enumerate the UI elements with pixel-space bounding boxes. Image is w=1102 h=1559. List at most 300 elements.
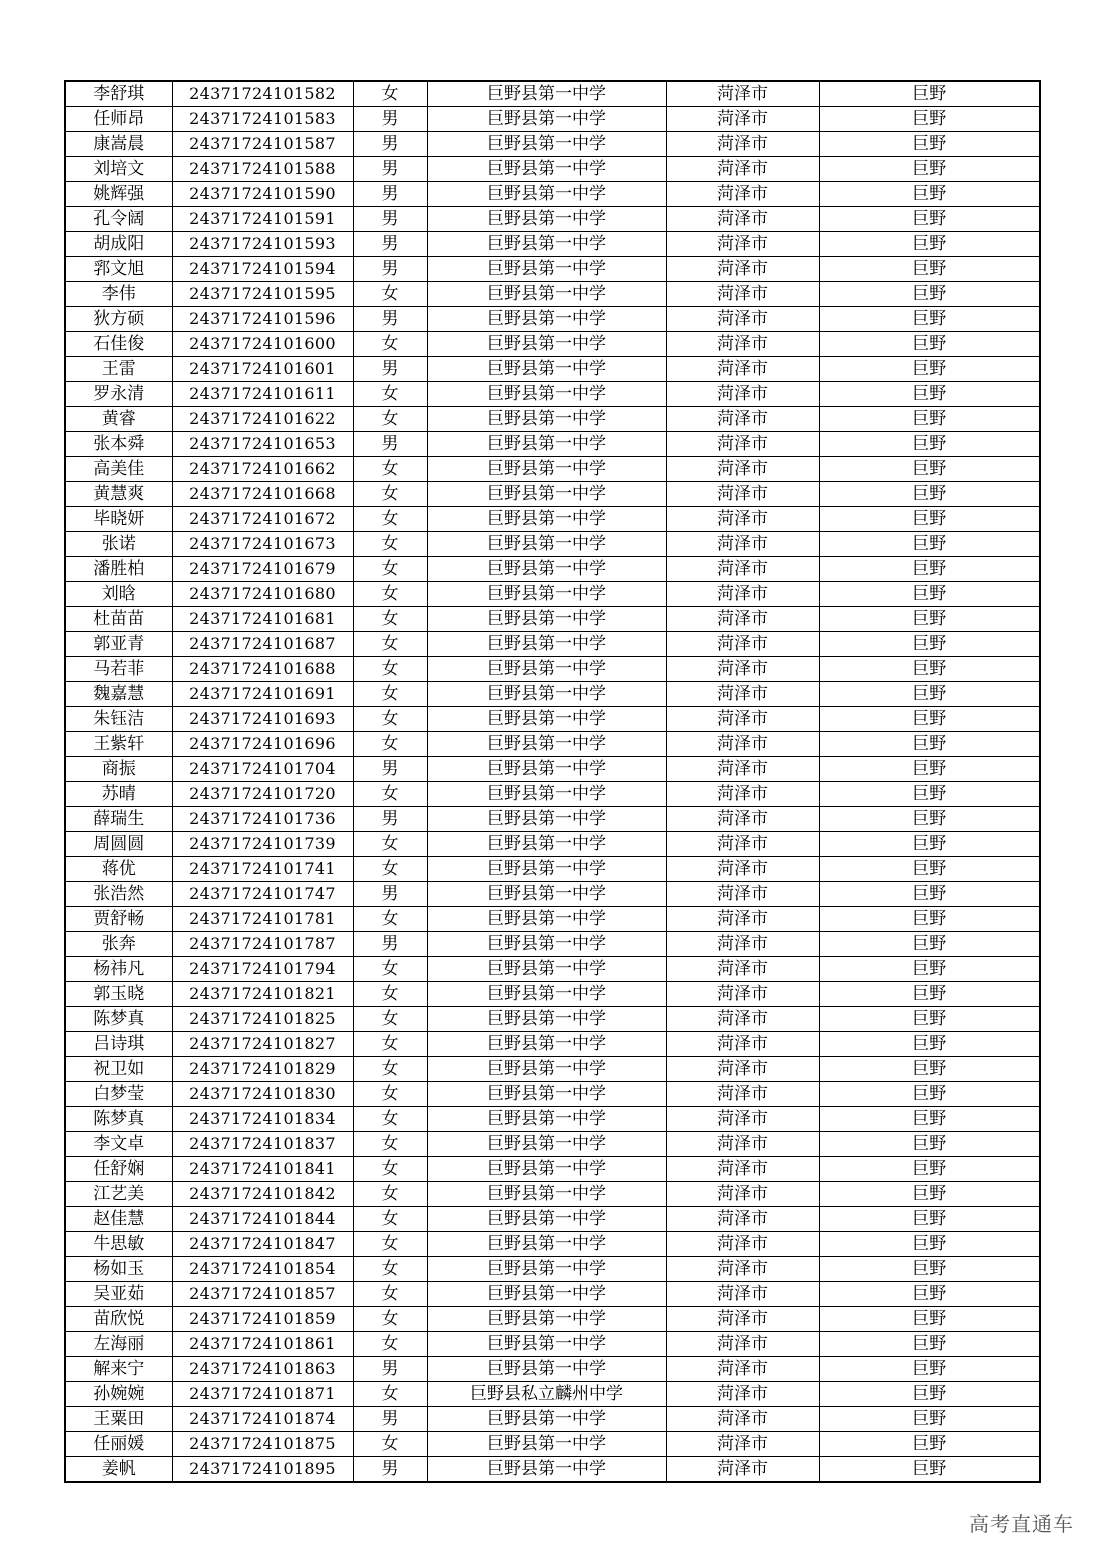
table-row [65, 157, 1040, 182]
exam-number-cell: 24371724101653 [172, 432, 353, 457]
school-name-cell: 巨野县第一中学 [427, 832, 666, 857]
student-name-cell: 杜苗苗 [65, 607, 172, 632]
student-name-cell: 罗永清 [65, 382, 172, 407]
exam-number-cell: 24371724101861 [172, 1332, 353, 1357]
school-name-cell: 巨野县第一中学 [427, 1332, 666, 1357]
student-name-cell: 杨如玉 [65, 1257, 172, 1282]
table-row [65, 1432, 1040, 1457]
city-cell: 菏泽市 [666, 1282, 819, 1307]
city-cell: 菏泽市 [666, 1457, 819, 1483]
school-name-cell: 巨野县第一中学 [427, 81, 666, 107]
county-cell: 巨野 [819, 932, 1040, 957]
school-name-cell: 巨野县第一中学 [427, 382, 666, 407]
table-row [65, 257, 1040, 282]
gender-cell: 男 [353, 882, 427, 907]
table-row [65, 1257, 1040, 1282]
table-row [65, 1107, 1040, 1132]
exam-number-cell: 24371724101781 [172, 907, 353, 932]
table-row [65, 832, 1040, 857]
gender-cell: 女 [353, 857, 427, 882]
county-cell: 巨野 [819, 532, 1040, 557]
county-cell: 巨野 [819, 307, 1040, 332]
gender-cell: 女 [353, 907, 427, 932]
city-cell: 菏泽市 [666, 957, 819, 982]
gender-cell: 女 [353, 682, 427, 707]
county-cell: 巨野 [819, 182, 1040, 207]
city-cell: 菏泽市 [666, 607, 819, 632]
county-cell: 巨野 [819, 482, 1040, 507]
student-name-cell: 张诺 [65, 532, 172, 557]
school-name-cell: 巨野县第一中学 [427, 482, 666, 507]
student-name-cell: 解来宁 [65, 1357, 172, 1382]
school-name-cell: 巨野县第一中学 [427, 1082, 666, 1107]
county-cell: 巨野 [819, 1207, 1040, 1232]
exam-number-cell: 24371724101680 [172, 582, 353, 607]
city-cell: 菏泽市 [666, 357, 819, 382]
exam-number-cell: 24371724101841 [172, 1157, 353, 1182]
exam-number-cell: 24371724101857 [172, 1282, 353, 1307]
student-name-cell: 黄睿 [65, 407, 172, 432]
exam-number-cell: 24371724101720 [172, 782, 353, 807]
exam-number-cell: 24371724101871 [172, 1382, 353, 1407]
gender-cell: 女 [353, 732, 427, 757]
gender-cell: 男 [353, 307, 427, 332]
school-name-cell: 巨野县第一中学 [427, 132, 666, 157]
student-name-cell: 李文卓 [65, 1132, 172, 1157]
gender-cell: 男 [353, 357, 427, 382]
table-row [65, 1007, 1040, 1032]
county-cell: 巨野 [819, 1407, 1040, 1432]
table-row [65, 582, 1040, 607]
student-name-cell: 苏晴 [65, 782, 172, 807]
exam-number-cell: 24371724101681 [172, 607, 353, 632]
county-cell: 巨野 [819, 632, 1040, 657]
table-row [65, 1307, 1040, 1332]
city-cell: 菏泽市 [666, 707, 819, 732]
table-row [65, 81, 1040, 107]
county-cell: 巨野 [819, 1307, 1040, 1332]
gender-cell: 女 [353, 1257, 427, 1282]
city-cell: 菏泽市 [666, 882, 819, 907]
county-cell: 巨野 [819, 1457, 1040, 1483]
gender-cell: 女 [353, 832, 427, 857]
table-row [65, 907, 1040, 932]
table-row [65, 657, 1040, 682]
table-row [65, 982, 1040, 1007]
county-cell: 巨野 [819, 1082, 1040, 1107]
exam-number-cell: 24371724101595 [172, 282, 353, 307]
exam-number-cell: 24371724101600 [172, 332, 353, 357]
school-name-cell: 巨野县第一中学 [427, 657, 666, 682]
city-cell: 菏泽市 [666, 1157, 819, 1182]
student-name-cell: 牛思敏 [65, 1232, 172, 1257]
student-name-cell: 张浩然 [65, 882, 172, 907]
table-row [65, 1132, 1040, 1157]
county-cell: 巨野 [819, 657, 1040, 682]
exam-number-cell: 24371724101863 [172, 1357, 353, 1382]
exam-number-cell: 24371724101691 [172, 682, 353, 707]
gender-cell: 女 [353, 532, 427, 557]
gender-cell: 男 [353, 932, 427, 957]
exam-number-cell: 24371724101622 [172, 407, 353, 432]
county-cell: 巨野 [819, 1007, 1040, 1032]
gender-cell: 女 [353, 582, 427, 607]
gender-cell: 男 [353, 232, 427, 257]
school-name-cell: 巨野县第一中学 [427, 1457, 666, 1483]
county-cell: 巨野 [819, 1357, 1040, 1382]
table-row [65, 1057, 1040, 1082]
exam-number-cell: 24371724101587 [172, 132, 353, 157]
county-cell: 巨野 [819, 357, 1040, 382]
county-cell: 巨野 [819, 1382, 1040, 1407]
school-name-cell: 巨野县第一中学 [427, 332, 666, 357]
city-cell: 菏泽市 [666, 1432, 819, 1457]
gender-cell: 男 [353, 132, 427, 157]
city-cell: 菏泽市 [666, 1207, 819, 1232]
city-cell: 菏泽市 [666, 232, 819, 257]
gender-cell: 女 [353, 81, 427, 107]
county-cell: 巨野 [819, 1282, 1040, 1307]
county-cell: 巨野 [819, 1182, 1040, 1207]
exam-number-cell: 24371724101834 [172, 1107, 353, 1132]
gender-cell: 女 [353, 1157, 427, 1182]
school-name-cell: 巨野县第一中学 [427, 1107, 666, 1132]
county-cell: 巨野 [819, 707, 1040, 732]
student-name-cell: 魏嘉慧 [65, 682, 172, 707]
student-name-cell: 姜帆 [65, 1457, 172, 1483]
student-name-cell: 张本舜 [65, 432, 172, 457]
county-cell: 巨野 [819, 1107, 1040, 1132]
county-cell: 巨野 [819, 1157, 1040, 1182]
table-row [65, 507, 1040, 532]
gender-cell: 女 [353, 457, 427, 482]
table-row [65, 682, 1040, 707]
exam-number-cell: 24371724101821 [172, 982, 353, 1007]
gender-cell: 女 [353, 482, 427, 507]
table-row [65, 1157, 1040, 1182]
gender-cell: 女 [353, 382, 427, 407]
school-name-cell: 巨野县第一中学 [427, 432, 666, 457]
county-cell: 巨野 [819, 957, 1040, 982]
school-name-cell: 巨野县第一中学 [427, 1357, 666, 1382]
table-row [65, 732, 1040, 757]
exam-number-cell: 24371724101593 [172, 232, 353, 257]
gender-cell: 男 [353, 257, 427, 282]
county-cell: 巨野 [819, 1257, 1040, 1282]
student-name-cell: 任舒娴 [65, 1157, 172, 1182]
school-name-cell: 巨野县第一中学 [427, 1257, 666, 1282]
school-name-cell: 巨野县第一中学 [427, 1032, 666, 1057]
county-cell: 巨野 [819, 982, 1040, 1007]
city-cell: 菏泽市 [666, 332, 819, 357]
school-name-cell: 巨野县第一中学 [427, 932, 666, 957]
city-cell: 菏泽市 [666, 807, 819, 832]
exam-number-cell: 24371724101687 [172, 632, 353, 657]
school-name-cell: 巨野县第一中学 [427, 1007, 666, 1032]
table-row [65, 382, 1040, 407]
gender-cell: 女 [353, 1007, 427, 1032]
exam-number-cell: 24371724101672 [172, 507, 353, 532]
city-cell: 菏泽市 [666, 982, 819, 1007]
student-name-cell: 康嵩晨 [65, 132, 172, 157]
gender-cell: 女 [353, 1207, 427, 1232]
city-cell: 菏泽市 [666, 832, 819, 857]
city-cell: 菏泽市 [666, 507, 819, 532]
exam-number-cell: 24371724101591 [172, 207, 353, 232]
county-cell: 巨野 [819, 782, 1040, 807]
gender-cell: 女 [353, 507, 427, 532]
exam-number-cell: 24371724101693 [172, 707, 353, 732]
county-cell: 巨野 [819, 232, 1040, 257]
exam-number-cell: 24371724101741 [172, 857, 353, 882]
student-name-cell: 刘培文 [65, 157, 172, 182]
student-name-cell: 周圆圆 [65, 832, 172, 857]
city-cell: 菏泽市 [666, 532, 819, 557]
student-name-cell: 杨祎凡 [65, 957, 172, 982]
school-name-cell: 巨野县第一中学 [427, 1057, 666, 1082]
gender-cell: 男 [353, 432, 427, 457]
exam-number-cell: 24371724101854 [172, 1257, 353, 1282]
roster-table [64, 80, 1041, 1483]
county-cell: 巨野 [819, 1332, 1040, 1357]
table-row [65, 1332, 1040, 1357]
gender-cell: 女 [353, 782, 427, 807]
city-cell: 菏泽市 [666, 307, 819, 332]
city-cell: 菏泽市 [666, 1057, 819, 1082]
county-cell: 巨野 [819, 407, 1040, 432]
county-cell: 巨野 [819, 507, 1040, 532]
school-name-cell: 巨野县第一中学 [427, 282, 666, 307]
gender-cell: 男 [353, 207, 427, 232]
city-cell: 菏泽市 [666, 932, 819, 957]
table-row [65, 1282, 1040, 1307]
exam-number-cell: 24371724101827 [172, 1032, 353, 1057]
table-row [65, 407, 1040, 432]
gender-cell: 女 [353, 557, 427, 582]
student-name-cell: 陈梦真 [65, 1007, 172, 1032]
gender-cell: 女 [353, 607, 427, 632]
table-row [65, 432, 1040, 457]
county-cell: 巨野 [819, 257, 1040, 282]
county-cell: 巨野 [819, 81, 1040, 107]
city-cell: 菏泽市 [666, 857, 819, 882]
school-name-cell: 巨野县第一中学 [427, 1132, 666, 1157]
student-name-cell: 马若菲 [65, 657, 172, 682]
exam-number-cell: 24371724101688 [172, 657, 353, 682]
school-name-cell: 巨野县第一中学 [427, 407, 666, 432]
county-cell: 巨野 [819, 807, 1040, 832]
exam-number-cell: 24371724101830 [172, 1082, 353, 1107]
city-cell: 菏泽市 [666, 1332, 819, 1357]
student-name-cell: 吴亚茹 [65, 1282, 172, 1307]
student-name-cell: 刘晗 [65, 582, 172, 607]
gender-cell: 女 [353, 407, 427, 432]
gender-cell: 女 [353, 657, 427, 682]
student-name-cell: 苗欣悦 [65, 1307, 172, 1332]
city-cell: 菏泽市 [666, 1307, 819, 1332]
county-cell: 巨野 [819, 432, 1040, 457]
county-cell: 巨野 [819, 457, 1040, 482]
student-name-cell: 祝卫如 [65, 1057, 172, 1082]
school-name-cell: 巨野县第一中学 [427, 757, 666, 782]
exam-number-cell: 24371724101847 [172, 1232, 353, 1257]
table-row [65, 932, 1040, 957]
city-cell: 菏泽市 [666, 1032, 819, 1057]
gender-cell: 男 [353, 757, 427, 782]
student-name-cell: 任丽媛 [65, 1432, 172, 1457]
school-name-cell: 巨野县第一中学 [427, 1157, 666, 1182]
gender-cell: 女 [353, 632, 427, 657]
table-row [65, 882, 1040, 907]
gender-cell: 男 [353, 107, 427, 132]
student-name-cell: 李伟 [65, 282, 172, 307]
exam-number-cell: 24371724101842 [172, 1182, 353, 1207]
gender-cell: 女 [353, 332, 427, 357]
table-row [65, 1207, 1040, 1232]
city-cell: 菏泽市 [666, 557, 819, 582]
city-cell: 菏泽市 [666, 1232, 819, 1257]
school-name-cell: 巨野县第一中学 [427, 257, 666, 282]
gender-cell: 女 [353, 1032, 427, 1057]
city-cell: 菏泽市 [666, 582, 819, 607]
table-row [65, 282, 1040, 307]
exam-number-cell: 24371724101662 [172, 457, 353, 482]
gender-cell: 女 [353, 1432, 427, 1457]
city-cell: 菏泽市 [666, 1107, 819, 1132]
student-name-cell: 陈梦真 [65, 1107, 172, 1132]
table-row [65, 457, 1040, 482]
county-cell: 巨野 [819, 557, 1040, 582]
student-name-cell: 姚辉强 [65, 182, 172, 207]
table-row [65, 807, 1040, 832]
student-name-cell: 黄慧爽 [65, 482, 172, 507]
school-name-cell: 巨野县第一中学 [427, 1282, 666, 1307]
exam-number-cell: 24371724101895 [172, 1457, 353, 1483]
student-name-cell: 潘胜柏 [65, 557, 172, 582]
exam-number-cell: 24371724101679 [172, 557, 353, 582]
school-name-cell: 巨野县第一中学 [427, 307, 666, 332]
student-name-cell: 胡成阳 [65, 232, 172, 257]
school-name-cell: 巨野县第一中学 [427, 907, 666, 932]
city-cell: 菏泽市 [666, 632, 819, 657]
city-cell: 菏泽市 [666, 1257, 819, 1282]
exam-number-cell: 24371724101696 [172, 732, 353, 757]
school-name-cell: 巨野县第一中学 [427, 782, 666, 807]
city-cell: 菏泽市 [666, 407, 819, 432]
exam-number-cell: 24371724101583 [172, 107, 353, 132]
school-name-cell: 巨野县私立麟州中学 [427, 1382, 666, 1407]
student-name-cell: 王紫轩 [65, 732, 172, 757]
gender-cell: 女 [353, 1132, 427, 1157]
city-cell: 菏泽市 [666, 757, 819, 782]
table-row [65, 1382, 1040, 1407]
exam-number-cell: 24371724101859 [172, 1307, 353, 1332]
county-cell: 巨野 [819, 757, 1040, 782]
county-cell: 巨野 [819, 1432, 1040, 1457]
city-cell: 菏泽市 [666, 1082, 819, 1107]
table-row [65, 1457, 1040, 1483]
school-name-cell: 巨野县第一中学 [427, 682, 666, 707]
city-cell: 菏泽市 [666, 107, 819, 132]
student-name-cell: 孙婉婉 [65, 1382, 172, 1407]
table-row [65, 332, 1040, 357]
student-name-cell: 朱钰洁 [65, 707, 172, 732]
county-cell: 巨野 [819, 282, 1040, 307]
city-cell: 菏泽市 [666, 482, 819, 507]
gender-cell: 女 [353, 1282, 427, 1307]
gender-cell: 女 [353, 707, 427, 732]
school-name-cell: 巨野县第一中学 [427, 232, 666, 257]
school-name-cell: 巨野县第一中学 [427, 707, 666, 732]
gender-cell: 女 [353, 1382, 427, 1407]
school-name-cell: 巨野县第一中学 [427, 207, 666, 232]
exam-number-cell: 24371724101601 [172, 357, 353, 382]
county-cell: 巨野 [819, 207, 1040, 232]
gender-cell: 女 [353, 1232, 427, 1257]
exam-number-cell: 24371724101794 [172, 957, 353, 982]
exam-number-cell: 24371724101837 [172, 1132, 353, 1157]
gender-cell: 男 [353, 1407, 427, 1432]
student-name-cell: 左海丽 [65, 1332, 172, 1357]
gender-cell: 女 [353, 957, 427, 982]
student-name-cell: 白梦莹 [65, 1082, 172, 1107]
table-row [65, 757, 1040, 782]
student-name-cell: 王雷 [65, 357, 172, 382]
school-name-cell: 巨野县第一中学 [427, 557, 666, 582]
table-row [65, 607, 1040, 632]
county-cell: 巨野 [819, 582, 1040, 607]
school-name-cell: 巨野县第一中学 [427, 1407, 666, 1432]
exam-number-cell: 24371724101594 [172, 257, 353, 282]
city-cell: 菏泽市 [666, 157, 819, 182]
student-name-cell: 狄方硕 [65, 307, 172, 332]
city-cell: 菏泽市 [666, 382, 819, 407]
county-cell: 巨野 [819, 1032, 1040, 1057]
county-cell: 巨野 [819, 607, 1040, 632]
table-row [65, 782, 1040, 807]
county-cell: 巨野 [819, 132, 1040, 157]
table-row [65, 857, 1040, 882]
student-name-cell: 郭玉晓 [65, 982, 172, 1007]
county-cell: 巨野 [819, 832, 1040, 857]
city-cell: 菏泽市 [666, 257, 819, 282]
school-name-cell: 巨野县第一中学 [427, 1232, 666, 1257]
table-row [65, 107, 1040, 132]
city-cell: 菏泽市 [666, 132, 819, 157]
exam-number-cell: 24371724101787 [172, 932, 353, 957]
school-name-cell: 巨野县第一中学 [427, 507, 666, 532]
student-name-cell: 李舒琪 [65, 81, 172, 107]
gender-cell: 女 [353, 1082, 427, 1107]
table-row [65, 132, 1040, 157]
city-cell: 菏泽市 [666, 432, 819, 457]
exam-number-cell: 24371724101875 [172, 1432, 353, 1457]
school-name-cell: 巨野县第一中学 [427, 1207, 666, 1232]
county-cell: 巨野 [819, 1132, 1040, 1157]
city-cell: 菏泽市 [666, 282, 819, 307]
table-row [65, 307, 1040, 332]
gender-cell: 男 [353, 1457, 427, 1483]
school-name-cell: 巨野县第一中学 [427, 807, 666, 832]
school-name-cell: 巨野县第一中学 [427, 107, 666, 132]
table-row [65, 1232, 1040, 1257]
student-name-cell: 毕晓妍 [65, 507, 172, 532]
city-cell: 菏泽市 [666, 1007, 819, 1032]
city-cell: 菏泽市 [666, 1407, 819, 1432]
student-name-cell: 贾舒畅 [65, 907, 172, 932]
gender-cell: 女 [353, 982, 427, 1007]
table-row [65, 632, 1040, 657]
